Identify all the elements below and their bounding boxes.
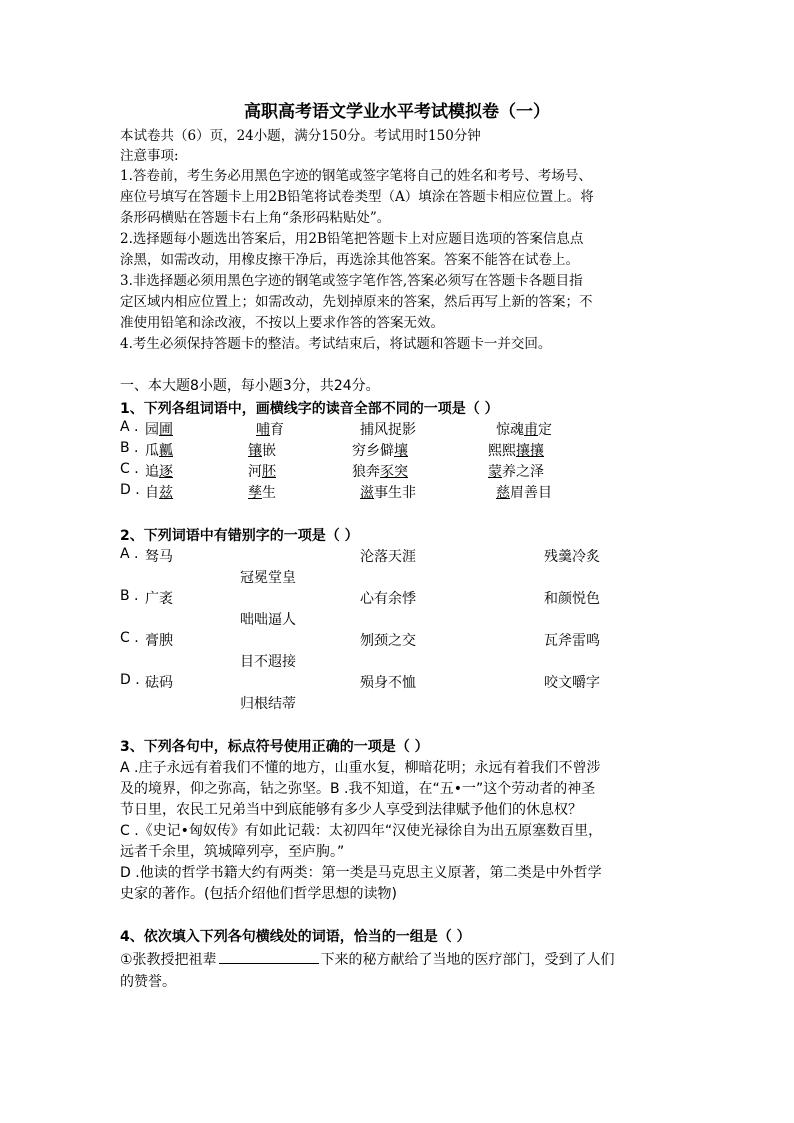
q3-text-line: 史家的著作。(包括介绍他们哲学思想的读物) [120, 886, 397, 902]
notice-label: 注意事项: [120, 148, 179, 164]
q4-text-line: 的赞誉。 [120, 974, 176, 990]
option-word: 目不遐接 [240, 654, 296, 670]
q3-text-line: 及的境界，仰之弥高，钻之弥坚。B .我不知道，在“五•一”这个劳动者的神圣 [120, 781, 596, 797]
option-letter: C . [120, 461, 139, 477]
fill-blank[interactable] [219, 949, 319, 964]
option-word: 惊魂甫定 [496, 422, 552, 438]
option-word: 沦落天涯 [360, 549, 416, 565]
option-letter: D . [120, 672, 140, 688]
option-word: 残羹冷炙 [544, 549, 600, 565]
option-word: 冠冕堂皇 [240, 570, 296, 586]
q3-text-line: D .他读的哲学书籍大约有两类：第一类是马克思主义原著，第二类是中外哲学 [120, 865, 602, 881]
option-word: 归根结蒂 [240, 696, 296, 712]
exam-info: 本试卷共（6）页，24小题，满分150分。考试用时150分钟 [120, 128, 481, 144]
option-word: 慈眉善目 [496, 485, 552, 501]
q4-text-line: ①张教授把祖辈 下来的秘方献给了当地的医疗部门，受到了人们 [120, 949, 615, 969]
option-letter: D . [120, 482, 140, 498]
option-word: 瓜瓤 [145, 443, 173, 459]
option-word: 驽马 [145, 549, 173, 565]
option-word: 镶嵌 [248, 443, 276, 459]
question-1-stem: 1、下列各组词语中，画横线字的读音全部不同的一项是（ ） [120, 401, 499, 417]
option-word: 自兹 [145, 485, 173, 501]
option-letter: A . [120, 546, 139, 562]
option-word: 咬文嚼字 [544, 675, 600, 691]
notice-line: 4.考生必须保持答题卡的整洁。考试结束后，将试题和答题卡一并交回。 [120, 336, 552, 352]
notice-line: 定区域内相应位置上；如需改动，先划掉原来的答案，然后再写上新的答案；不 [120, 294, 593, 310]
option-word: 追逐 [145, 464, 173, 480]
notice-line: 座位号填写在答题卡上用2B铅笔将试卷类型（A）填涂在答题卡相应位置上。将 [120, 189, 594, 205]
option-letter: B . [120, 440, 139, 456]
option-word: 刎颈之交 [360, 633, 416, 649]
notice-line: 3.非选择题必须用黑色字迹的钢笔或签字笔作答,答案必须写在答题卡各题目指 [120, 273, 583, 289]
section-heading: 一、本大题8小题，每小题3分，共24分。 [120, 378, 380, 394]
notice-line: 涂黑，如需改动，用橡皮擦干净后，再选涂其他答案。答案不能答在试卷上。 [120, 252, 579, 268]
option-word: 广袤 [145, 591, 173, 607]
option-word: 瓦斧雷鸣 [544, 633, 600, 649]
option-word: 河胚 [248, 464, 276, 480]
option-word: 熙熙攘攘 [488, 443, 544, 459]
option-word: 砝码 [145, 675, 173, 691]
q3-text-line: 节日里，农民工兄弟当中到底能够有多少人享受到法律赋予他们的休息权？ [120, 802, 582, 818]
option-word: 孳生 [248, 485, 276, 501]
option-word: 蒙养之泽 [488, 464, 544, 480]
question-3-stem: 3、下列各句中，标点符号使用正确的一项是（ ） [120, 739, 429, 755]
option-word: 和颜悦色 [544, 591, 600, 607]
option-word: 狼奔豕突 [352, 464, 408, 480]
notice-line: 条形码横贴在答题卡右上角“条形码粘贴处”。 [120, 210, 391, 226]
option-word: 咄咄逼人 [240, 612, 296, 628]
option-word: 殒身不恤 [360, 675, 416, 691]
q3-text-line: 远者千余里，筑城障列亭，至庐朐。” [120, 844, 345, 860]
question-2-stem: 2、下列词语中有错别字的一项是（ ） [120, 528, 359, 544]
exam-title: 高职高考语文学业水平考试模拟卷（一） [244, 102, 550, 122]
notice-line: 1.答卷前，考生务必用黑色字迹的钢笔或签字笔将自己的姓名和考号、考场号、 [120, 168, 592, 184]
option-word: 膏腴 [145, 633, 173, 649]
q3-text-line: C .《史记•匈奴传》有如此记载：太初四年“汉使光禄徐自为出五原塞数百里， [120, 823, 603, 839]
option-letter: A . [120, 419, 139, 435]
option-word: 捕风捉影 [360, 422, 416, 438]
option-word: 园圃 [145, 422, 173, 438]
q3-text-line: A .庄子永远有着我们不懂的地方，山重水复，柳暗花明；永远有着我们不曾涉 [120, 760, 601, 776]
option-word: 穷乡僻壤 [352, 443, 408, 459]
notice-line: 准使用铅笔和涂改液，不按以上要求作答的答案无效。 [120, 315, 444, 331]
option-letter: B . [120, 588, 139, 604]
option-word: 哺育 [256, 422, 284, 438]
option-word: 心有余悸 [360, 591, 416, 607]
notice-line: 2.选择题每小题选出答案后，用2B铅笔把答题卡上对应题目选项的答案信息点 [120, 231, 584, 247]
option-word: 滋事生非 [360, 485, 416, 501]
option-letter: C . [120, 630, 139, 646]
question-4-stem: 4、依次填入下列各句横线处的词语，恰当的一组是（ ） [120, 929, 471, 945]
